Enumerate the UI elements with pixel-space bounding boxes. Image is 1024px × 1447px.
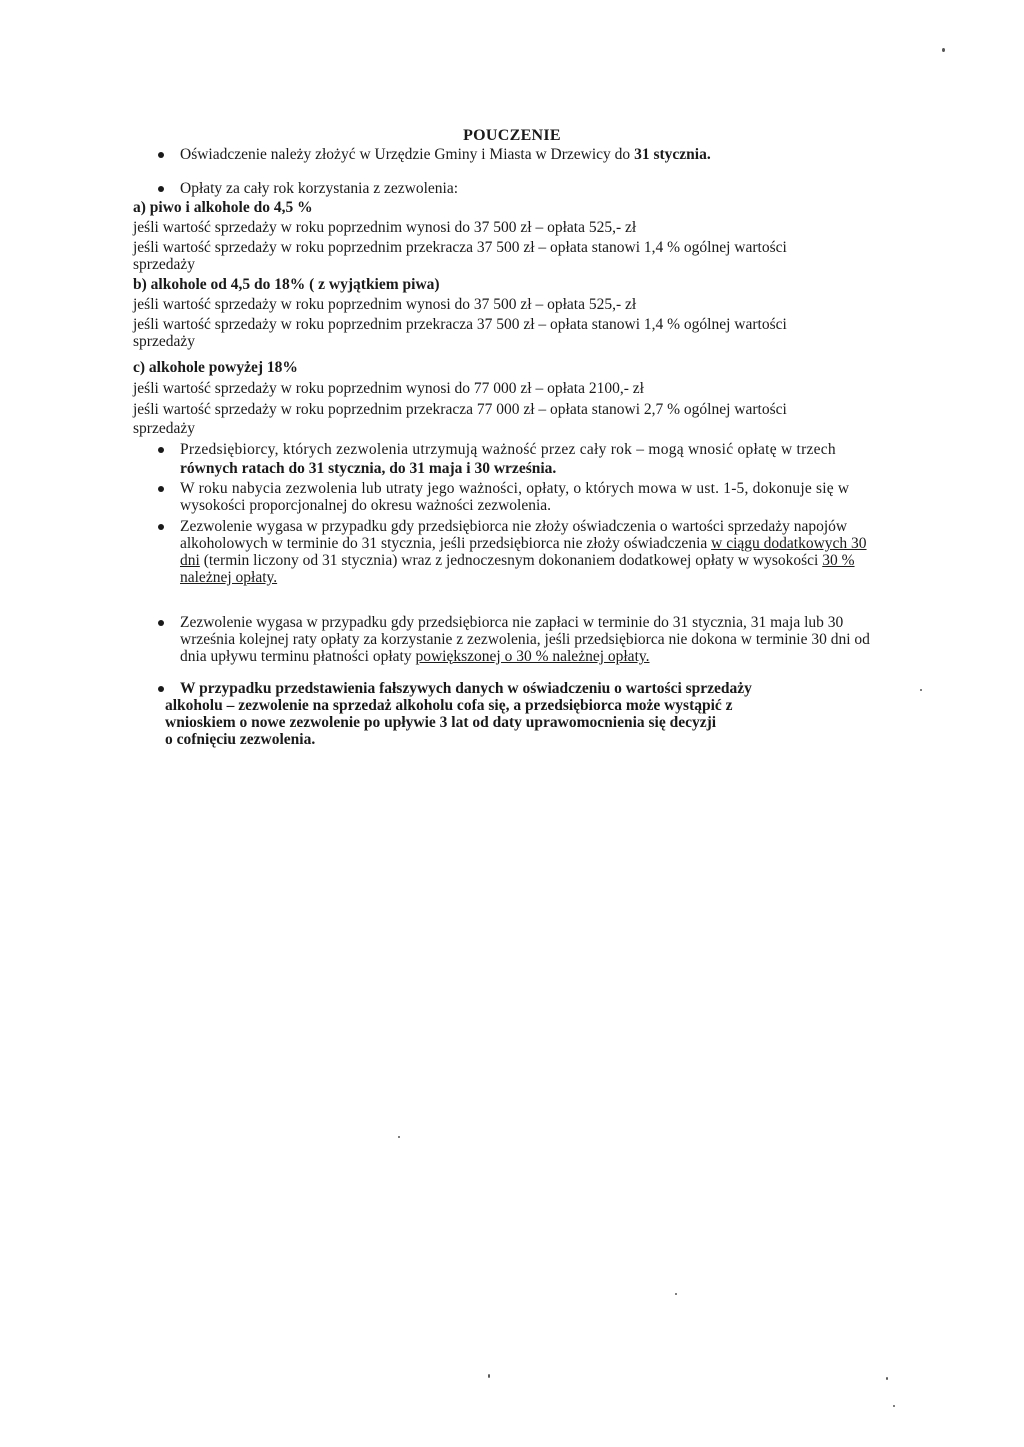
bullet-item: W roku nabycia zezwolenia lub utraty jego ważności, opłaty, o których mowa w ust. 1-5, dokonuje się w xyxy=(133,480,953,497)
paragraph-installments xyxy=(133,441,953,477)
text-line: o cofnięciu zezwolenia. xyxy=(165,731,316,748)
section-a-line: sprzedaży xyxy=(133,256,195,273)
section-c-line: jeśli wartość sprzedaży w roku poprzednim przekracza 77 000 zł – opłata stanowi 2,7 % ogólnej wartości xyxy=(133,401,787,418)
bullet-item: Przedsiębiorcy, których zezwolenia utrzymują ważność przez cały rok – mogą wnosić opłatę w trzech xyxy=(133,441,953,458)
text-line: wysokości proporcjonalnej do okresu ważności zezwolenia. xyxy=(180,497,552,514)
section-b-line: jeśli wartość sprzedaży w roku poprzednim przekracza 37 500 zł – opłata stanowi 1,4 % ogólnej wartości xyxy=(133,316,787,333)
text-line: alkoholu – zezwolenie na sprzedaż alkoholu cofa się, a przedsiębiorca może wystąpić z xyxy=(165,697,733,714)
bullet-item: Opłaty za cały rok korzystania z zezwolenia: xyxy=(133,180,953,197)
section-b-heading: b) alkohole od 4,5 do 18% ( z wyjątkiem piwa) xyxy=(133,276,440,293)
section-b-line: jeśli wartość sprzedaży w roku poprzednim wynosi do 37 500 zł – opłata 525,- zł xyxy=(133,296,637,313)
paragraph-false-data xyxy=(133,680,953,748)
paragraph-expiry-declaration xyxy=(133,518,953,586)
bullet-item: W przypadku przedstawienia fałszywych danych w oświadczeniu o wartości sprzedaży xyxy=(133,680,953,697)
bullet-item: Zezwolenie wygasa w przypadku gdy przedsiębiorca nie złoży oświadczenia o wartości sprzedaży napojów xyxy=(133,518,953,535)
section-a-line: jeśli wartość sprzedaży w roku poprzednim wynosi do 37 500 zł – opłata 525,- zł xyxy=(133,219,637,236)
text-line: alkoholowych w terminie do 31 stycznia, jeśli przedsiębiorca nie złoży oświadczenia w ciągu dodatkowych 30 xyxy=(180,535,867,552)
bullet-item: Zezwolenie wygasa w przypadku gdy przedsiębiorca nie zapłaci w terminie do 31 stycznia, 31 maja lub 30 xyxy=(133,614,953,631)
text-line: należnej opłaty. xyxy=(180,569,278,586)
scan-speck xyxy=(675,1293,677,1295)
section-a-heading: a) piwo i alkohole do 4,5 % xyxy=(133,199,313,216)
installments-dates: równych ratach do 31 stycznia, do 31 maja i 30 września. xyxy=(180,460,557,477)
section-c-line: sprzedaży xyxy=(133,420,195,437)
paragraph-declaration-deadline xyxy=(133,146,953,163)
scan-speck xyxy=(488,1374,490,1378)
section-c-line: jeśli wartość sprzedaży w roku poprzednim wynosi do 77 000 zł – opłata 2100,- zł xyxy=(133,380,644,397)
section-b-line: sprzedaży xyxy=(133,333,195,350)
text-line: dnia upływu terminu płatności opłaty powiększonej o 30 % należnej opłaty. xyxy=(180,648,650,665)
scan-speck xyxy=(893,1405,895,1407)
text-line: wnioskiem o nowe zezwolenie po upływie 3 lat od daty uprawomocnienia się decyzji xyxy=(165,714,717,731)
paragraph-fees xyxy=(133,180,953,437)
scan-speck xyxy=(942,48,945,52)
section-a-line: jeśli wartość sprzedaży w roku poprzednim przekracza 37 500 zł – opłata stanowi 1,4 % ogólnej wartości xyxy=(133,239,787,256)
scan-speck xyxy=(920,689,922,691)
section-c-heading: c) alkohole powyżej 18% xyxy=(133,359,298,376)
paragraph-proportional-fee xyxy=(133,480,953,514)
text-line: dni (termin liczony od 31 stycznia) wraz z jednoczesnym dokonaniem dodatkowej opłaty w wysokości 30 % xyxy=(180,552,855,569)
page-title: POUCZENIE xyxy=(463,127,561,144)
paragraph-expiry-payment xyxy=(133,614,953,665)
scan-speck xyxy=(886,1377,888,1380)
bullet-item: Oświadczenie należy złożyć w Urzędzie Gminy i Miasta w Drzewicy do 31 stycznia. xyxy=(133,146,953,163)
scan-speck xyxy=(398,1136,400,1138)
text-line: września kolejnej raty opłaty za korzystanie z zezwolenia, jeśli przedsiębiorca nie dokona w terminie 30 dni od xyxy=(180,631,870,648)
